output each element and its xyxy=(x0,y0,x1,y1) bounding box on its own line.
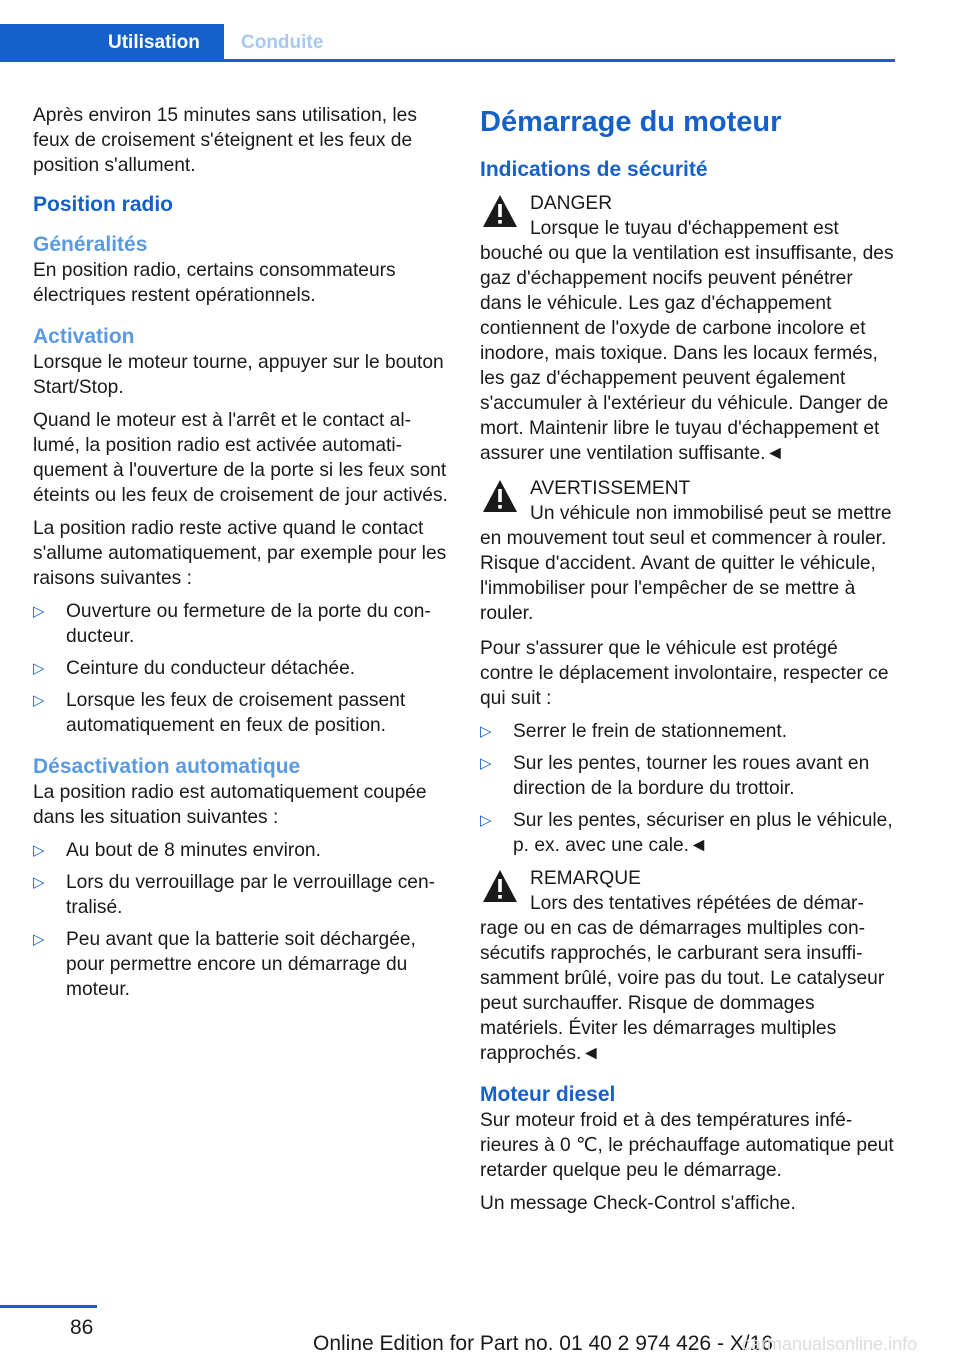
notice-block xyxy=(480,866,895,1066)
notice-label: REMARQUE xyxy=(530,868,641,889)
warning-text: Un véhicule non immobilisé peut se mettre en mouvement tout seul et commencer à rouler. Risque d'accident. Avant de quitter le véhicule, l'immobiliser pour l'empêcher de se mettre à rouler. xyxy=(480,503,892,624)
triangle-bullet-icon: ▷ xyxy=(33,931,45,948)
diesel-paragraph: Sur moteur froid et à des températures inférieures à 0 ℃, le préchauffage automatique peut retarder quelque peu le démarrage. xyxy=(480,1110,894,1181)
list-item: ▷ Sur les pentes, tourner les roues avant en direction de la bordure du trottoir. xyxy=(480,753,870,799)
general-paragraph: En position radio, certains consommateurs électriques restent opérationnels. xyxy=(33,260,396,306)
activation-paragraph-1: Lorsque le moteur tourne, appuyer sur le bouton Start/Stop. xyxy=(33,352,444,398)
left-column xyxy=(33,103,448,1010)
list-item: ▷ Peu avant que la batterie soit déchargée, pour permettre encore un démarrage du moteur. xyxy=(33,929,416,1000)
notice-text: Lors des tentatives répétées de démarrage ou en cas de démarrages multiples consécutifs rapprochés, le carburant sera insuffisamment brûlé, voire pas du tout. Le catalyseur peut surchauffer. Risque de dommages matériels. Éviter les démarrages multiples rapprochés.◄ xyxy=(480,893,885,1064)
list-item: ▷ Sur les pentes, sécuriser en plus le véhicule, p. ex. avec une cale.◄ xyxy=(480,810,893,856)
danger-block xyxy=(480,191,895,466)
triangle-bullet-icon: ▷ xyxy=(480,812,492,829)
warning-triangle-icon xyxy=(480,191,520,231)
triangle-bullet-icon: ▷ xyxy=(33,603,45,620)
list-item: ▷ Lorsque les feux de croisement passent automatiquement en feux de position. xyxy=(33,690,406,736)
diesel-title: Moteur diesel xyxy=(480,1083,616,1106)
danger-label: DANGER xyxy=(530,193,613,214)
warning-triangle-icon xyxy=(480,866,520,906)
activation-paragraph-3: La position radio reste active quand le contact s'allume automatiquement, par exemple pour les raisons suivantes : xyxy=(33,518,447,589)
edition-text: Online Edition for Part no. 01 40 2 974 426 - X/16 xyxy=(313,1332,773,1355)
triangle-bullet-icon: ▷ xyxy=(33,874,45,891)
triangle-bullet-icon: ▷ xyxy=(480,755,492,772)
header-divider xyxy=(0,59,895,62)
warning-label: AVERTISSEMENT xyxy=(530,478,691,499)
diesel-paragraph-2: Un message Check-Control s'affiche. xyxy=(480,1193,796,1214)
triangle-bullet-icon: ▷ xyxy=(480,723,492,740)
list-item: ▷ Ceinture du conducteur détachée. xyxy=(33,658,356,679)
subsection-title-activation: Activation xyxy=(33,325,135,348)
right-column xyxy=(480,103,895,1224)
warning-block xyxy=(480,476,895,626)
list-item: ▷ Lors du verrouillage par le verrouillage centralisé. xyxy=(33,872,436,918)
secure-list xyxy=(480,719,895,858)
tab-conduite[interactable]: Conduite xyxy=(241,32,324,53)
tab-utilisation[interactable]: Utilisation xyxy=(0,24,224,61)
deactivation-list xyxy=(33,838,448,1002)
subsection-title-general: Généralités xyxy=(33,233,148,256)
footer-divider xyxy=(0,1305,97,1308)
section-title-radio: Position radio xyxy=(33,193,174,216)
triangle-bullet-icon: ▷ xyxy=(33,660,45,677)
header-tabbar xyxy=(0,0,895,62)
subsection-title-deactivation: Désactivation automatique xyxy=(33,755,301,778)
danger-text: Lorsque le tuyau d'échappement est bouché ou que la ventilation est insuffisante, des gaz d'échappement nocifs peuvent pénétrer dans le véhicule. Les gaz d'échappement contiennent de l'oxyde de carbone incolore et inodore, mais toxique. Dans les locaux fermés, les gaz d'échappement peuvent également s'accumuler à l'extérieur du véhicule. Danger de mort. Maintenir libre le tuyau d'échappement et assurer une ventilation suffisante.◄ xyxy=(480,218,894,464)
activation-list xyxy=(33,599,448,738)
secure-paragraph: Pour s'assurer que le véhicule est protégé contre le déplacement involontaire, respecter ce qui suit : xyxy=(480,638,889,709)
page-number: 86 xyxy=(70,1316,94,1339)
list-item: ▷ Ouverture ou fermeture de la porte du conducteur. xyxy=(33,601,431,647)
activation-paragraph-2: Quand le moteur est à l'arrêt et le contact allumé, la position radio est activée automatiquement à l'ouverture de la porte si les feux sont éteints ou les feux de croisement de jour activés. xyxy=(33,410,448,506)
safety-title: Indications de sécurité xyxy=(480,158,708,181)
list-item: ▷ Serrer le frein de stationnement. xyxy=(480,721,788,742)
main-title: Démarrage du moteur xyxy=(480,106,782,138)
triangle-bullet-icon: ▷ xyxy=(33,692,45,709)
warning-triangle-icon xyxy=(480,476,520,516)
list-item: ▷ Au bout de 8 minutes environ. xyxy=(33,840,321,861)
triangle-bullet-icon: ▷ xyxy=(33,842,45,859)
watermark: carmanualsonline.info xyxy=(742,1334,918,1354)
intro-paragraph: Après environ 15 minutes sans utilisation, les feux de croisement s'éteignent et les feux de position s'allument. xyxy=(33,105,417,176)
deactivation-paragraph: La position radio est automatiquement coupée dans les situation suivantes : xyxy=(33,782,427,828)
